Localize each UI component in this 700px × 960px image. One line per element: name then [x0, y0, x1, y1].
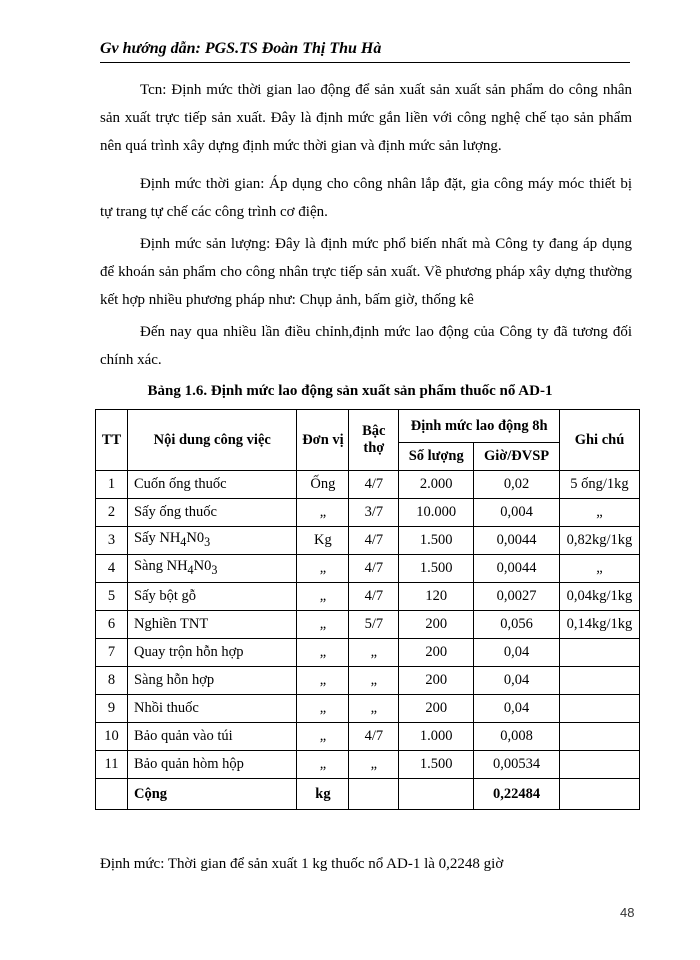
cell-grade: 5/7	[349, 611, 399, 639]
header-norm: Định mức lao động 8h	[399, 410, 560, 443]
total-unit: kg	[297, 779, 349, 810]
cell-unit: „	[297, 499, 349, 527]
cell-hours: 0,008	[474, 723, 560, 751]
cell-content: Nghiền TNT	[127, 611, 297, 639]
cell-content: Cuốn ống thuốc	[127, 471, 297, 499]
cell-hours: 0,04	[474, 695, 560, 723]
paragraph-time-norm: Định mức thời gian: Áp dụng cho công nhân lắp đặt, gia công máy móc thiết bị tự trang tự chế các công trình cơ điện.	[100, 176, 632, 220]
cell-qty: 1.500	[399, 751, 474, 779]
cell-qty: 200	[399, 695, 474, 723]
table-row	[96, 471, 640, 499]
cell-hours: 0,056	[474, 611, 560, 639]
header-content: Nội dung công việc	[127, 410, 297, 471]
table-row	[96, 723, 640, 751]
paragraph-tcn: Tcn: Định mức thời gian lao động để sản xuất sản xuất sản phẩm do công nhân sản xuất trực tiếp sản xuất. Đây là định mức gắn liền với công nghệ chế tạo sản phẩm nên quá trình xây dựng định mức thời gian và định mức sản lượng.	[100, 82, 632, 154]
cell-qty: 200	[399, 667, 474, 695]
cell-hours: 0,0044	[474, 527, 560, 555]
cell-note: 0,14kg/1kg	[559, 611, 639, 639]
cell-content: Bảo quản vào túi	[127, 723, 297, 751]
cell-grade: 4/7	[349, 471, 399, 499]
cell-unit: Kg	[297, 527, 349, 555]
cell-note: „	[559, 499, 639, 527]
cell-unit: „	[297, 555, 349, 583]
cell-note: „	[559, 555, 639, 583]
cell-grade: 3/7	[349, 499, 399, 527]
cell-content: Sàng $NH_4N0_3$	[127, 555, 297, 583]
page-header: Gv hướng dẫn: PGS.TS Đoàn Thị Thu Hà	[100, 40, 630, 63]
header-unit: Đơn vị	[297, 410, 349, 471]
cell-qty: 10.000	[399, 499, 474, 527]
table-row	[96, 555, 640, 583]
cell-unit: „	[297, 723, 349, 751]
cell-note: 0,82kg/1kg	[559, 527, 639, 555]
header-qty: Số lượng	[399, 443, 474, 471]
header-tt: TT	[96, 410, 128, 471]
header-hours: Giờ/ĐVSP	[474, 443, 560, 471]
cell-grade: 4/7	[349, 583, 399, 611]
cell-tt: 6	[96, 611, 128, 639]
cell-hours: 0,02	[474, 471, 560, 499]
cell-note	[559, 667, 639, 695]
cell-content: Quay trộn hỗn hợp	[127, 639, 297, 667]
cell-content: Sấy bột gỗ	[127, 583, 297, 611]
cell-tt: 4	[96, 555, 128, 583]
cell-tt: 1	[96, 471, 128, 499]
table-row	[96, 639, 640, 667]
cell-tt: 11	[96, 751, 128, 779]
cell-content: Bảo quản hòm hộp	[127, 751, 297, 779]
cell-tt: 2	[96, 499, 128, 527]
table-row	[96, 611, 640, 639]
cell-note	[559, 639, 639, 667]
cell-hours: 0,0027	[474, 583, 560, 611]
cell-content: Sấy $NH_4N0_3$	[127, 527, 297, 555]
table-row	[96, 667, 640, 695]
cell-unit: „	[297, 695, 349, 723]
cell-note: 5 ống/1kg	[559, 471, 639, 499]
cell-content: Nhồi thuốc	[127, 695, 297, 723]
cell-note	[559, 779, 639, 810]
cell-grade	[349, 779, 399, 810]
cell-qty: 1.500	[399, 527, 474, 555]
cell-unit: „	[297, 611, 349, 639]
cell-qty: 2.000	[399, 471, 474, 499]
table-header-row	[96, 410, 640, 443]
cell-content: Sàng hỗn hợp	[127, 667, 297, 695]
cell-qty: 200	[399, 611, 474, 639]
paragraph-adjustment: Đến nay qua nhiều lần điều chỉnh,định mức lao động của Công ty đã tương đối chính xác.	[100, 324, 632, 368]
table-row	[96, 751, 640, 779]
cell-note	[559, 751, 639, 779]
cell-tt: 10	[96, 723, 128, 751]
total-label: Cộng	[127, 779, 297, 810]
cell-tt: 9	[96, 695, 128, 723]
cell-unit: „	[297, 583, 349, 611]
paragraph-output-norm: Định mức sản lượng: Đây là định mức phổ biến nhất mà Công ty đang áp dụng để khoán sản phẩm cho công nhân trực tiếp sản xuất. Về phương pháp xây dựng thường kết hợp nhiều phương pháp như: Chụp ảnh, bấm giờ, thống kê	[100, 236, 632, 308]
table-total-row	[96, 779, 640, 810]
cell-note	[559, 695, 639, 723]
cell-grade: „	[349, 695, 399, 723]
cell-tt: 3	[96, 527, 128, 555]
cell-tt: 5	[96, 583, 128, 611]
header-grade: Bậc thợ	[349, 410, 399, 471]
cell-qty: 1.500	[399, 555, 474, 583]
cell-hours: 0,004	[474, 499, 560, 527]
cell-grade: 4/7	[349, 723, 399, 751]
cell-qty: 120	[399, 583, 474, 611]
total-hours: 0,22484	[474, 779, 560, 810]
header-note: Ghi chú	[559, 410, 639, 471]
cell-grade: „	[349, 751, 399, 779]
table-row	[96, 583, 640, 611]
table-row	[96, 695, 640, 723]
cell-hours: 0,00534	[474, 751, 560, 779]
cell-hours: 0,0044	[474, 555, 560, 583]
cell-unit: Ống	[297, 471, 349, 499]
labor-norm-table	[95, 409, 640, 810]
cell-grade: „	[349, 639, 399, 667]
cell-grade: 4/7	[349, 555, 399, 583]
cell-tt	[96, 779, 128, 810]
cell-note	[559, 723, 639, 751]
cell-grade: 4/7	[349, 527, 399, 555]
cell-qty	[399, 779, 474, 810]
cell-qty: 1.000	[399, 723, 474, 751]
cell-unit: „	[297, 667, 349, 695]
cell-tt: 7	[96, 639, 128, 667]
cell-grade: „	[349, 667, 399, 695]
table-row	[96, 527, 640, 555]
cell-qty: 200	[399, 639, 474, 667]
cell-unit: „	[297, 751, 349, 779]
cell-note: 0,04kg/1kg	[559, 583, 639, 611]
cell-unit: „	[297, 639, 349, 667]
table-row	[96, 499, 640, 527]
table-caption: Bảng 1.6. Định mức lao động sản xuất sản phẩm thuốc nổ AD-1	[147, 383, 553, 399]
page-number: 48	[620, 905, 635, 920]
norm-summary: Định mức: Thời gian để sản xuất 1 kg thuốc nổ AD-1 là 0,2248 giờ	[100, 856, 504, 872]
cell-tt: 8	[96, 667, 128, 695]
cell-hours: 0,04	[474, 667, 560, 695]
cell-hours: 0,04	[474, 639, 560, 667]
cell-content: Sấy ống thuốc	[127, 499, 297, 527]
